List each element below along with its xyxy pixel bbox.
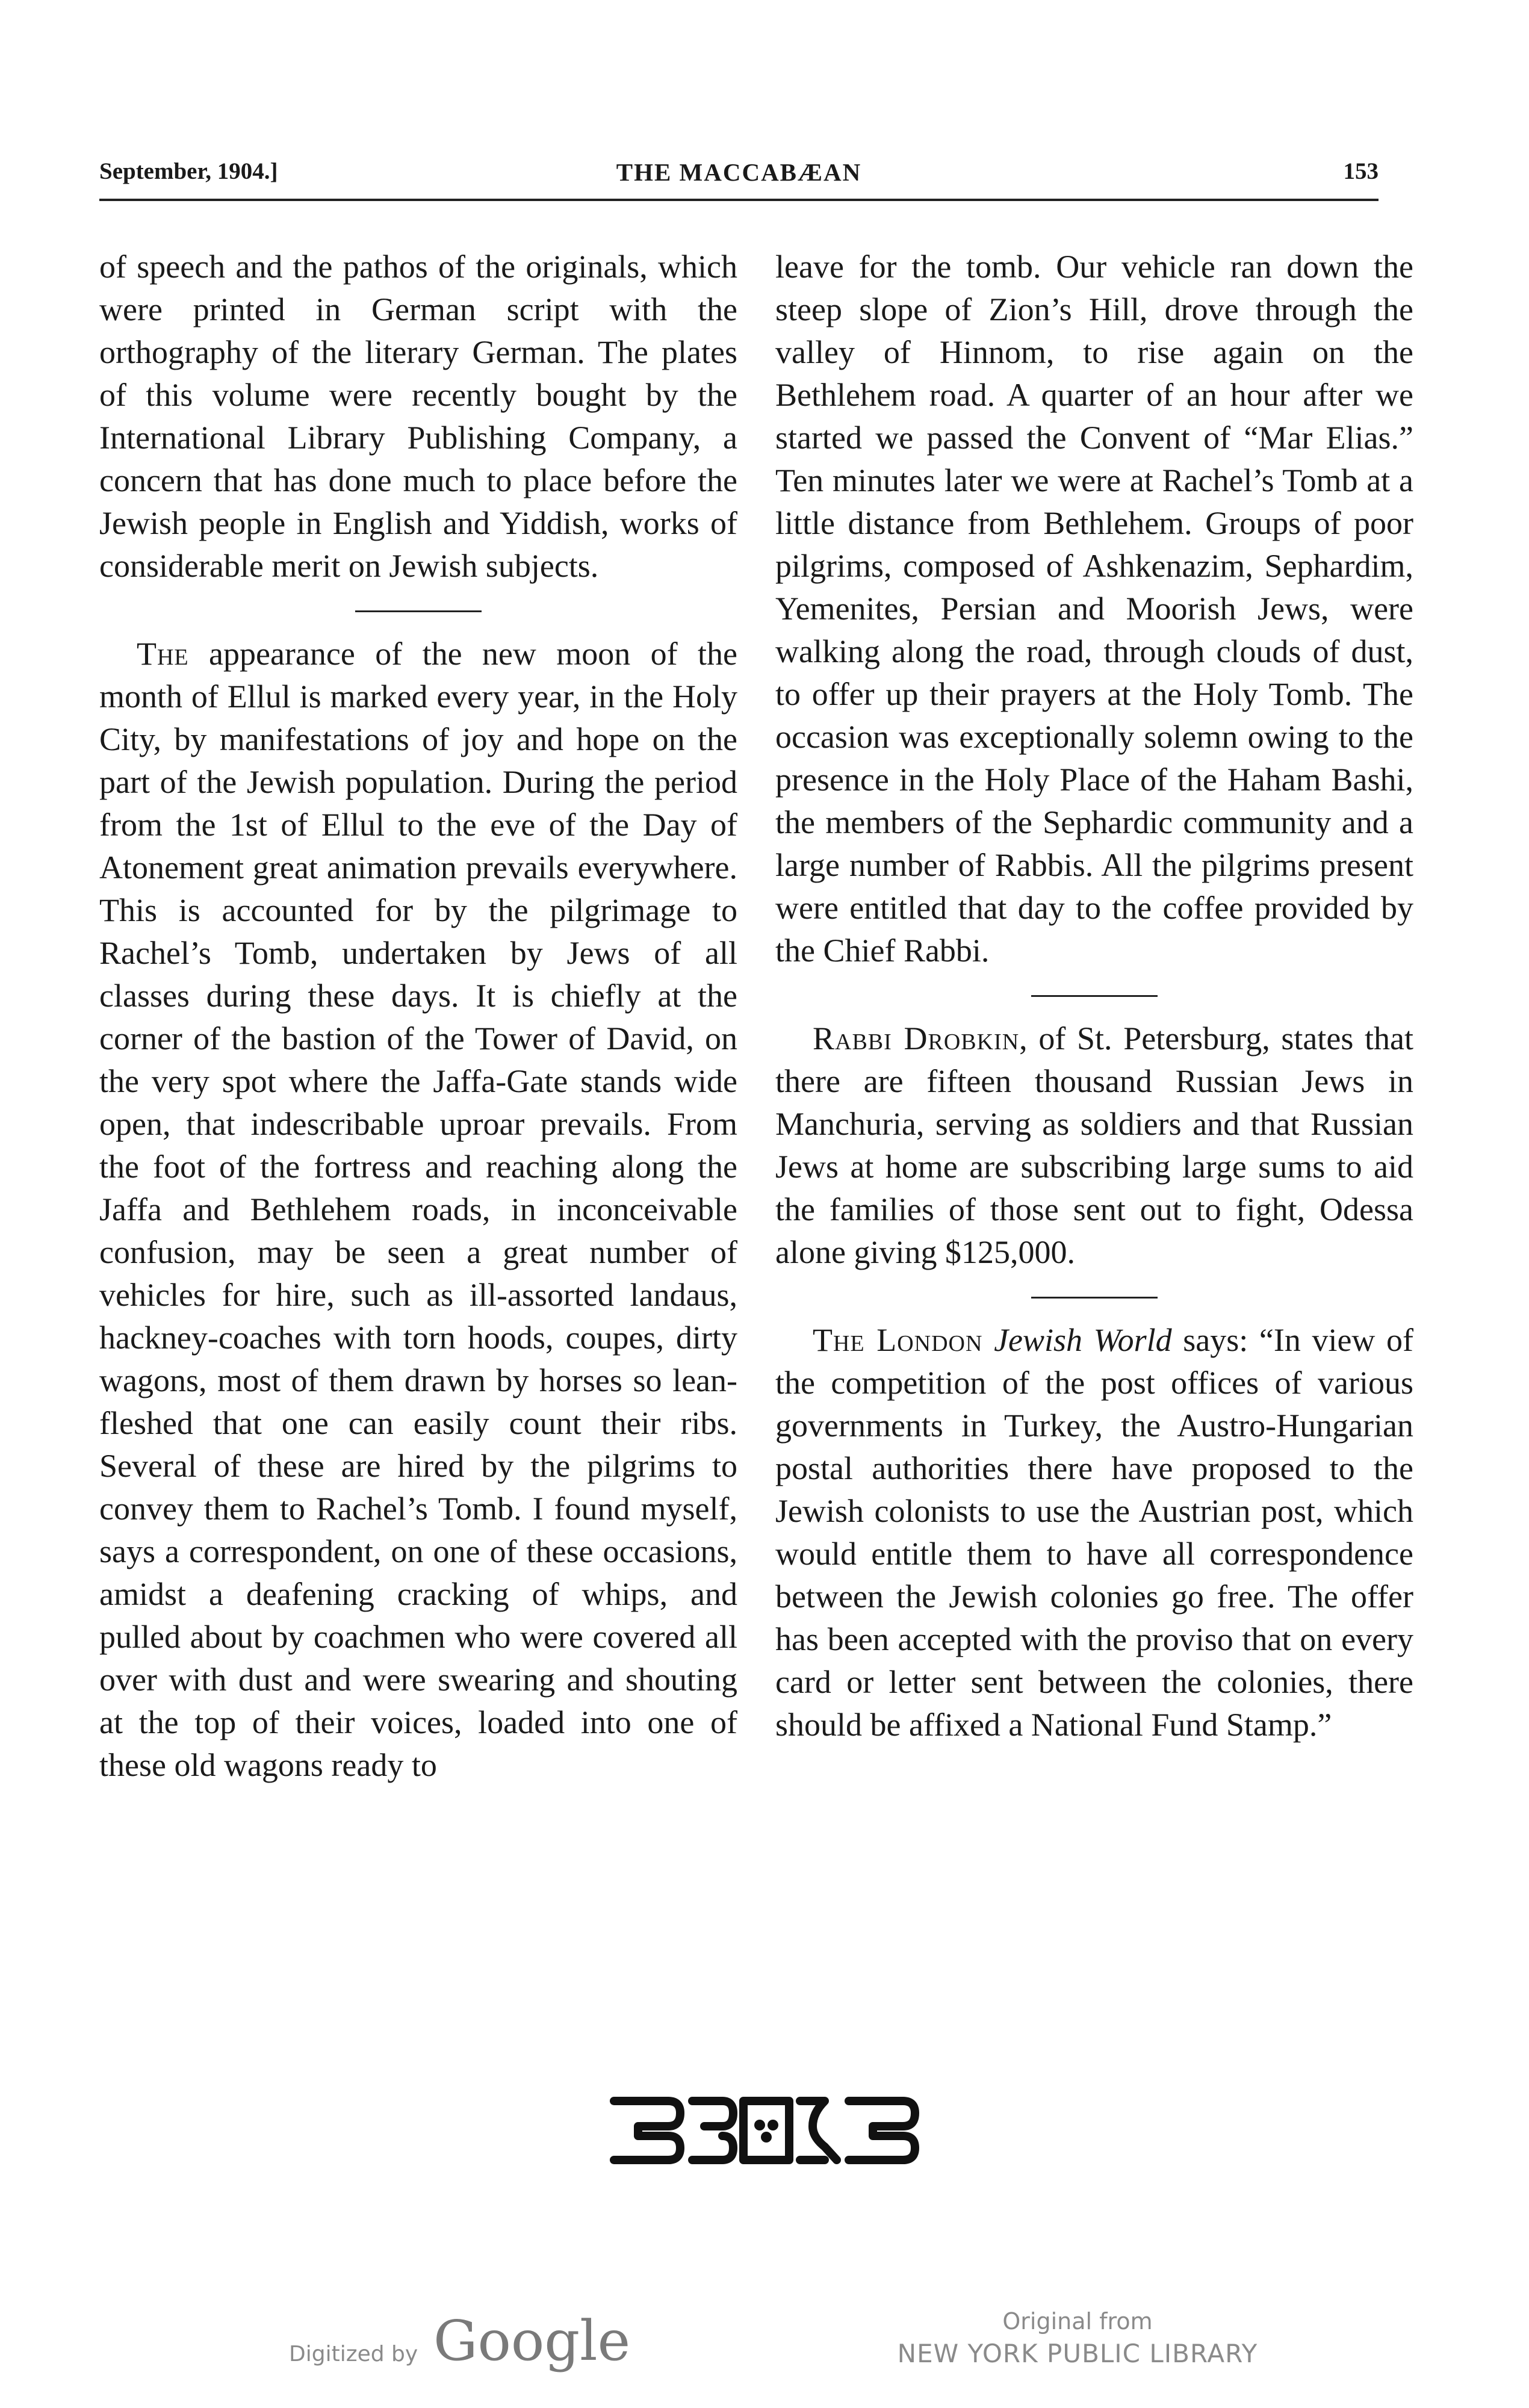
source-library	[861, 2306, 1294, 2378]
page-number: 153	[1343, 158, 1379, 184]
newspaper-name: Jewish World	[994, 1322, 1172, 1358]
header-rule	[99, 199, 1379, 201]
library-name: NEW YORK PUBLIC LIBRARY	[897, 2339, 1258, 2368]
lead-name: Rabbi Drobkin	[813, 1020, 1020, 1057]
left-column	[99, 246, 737, 2022]
journal-title: THE MACCABÆAN	[616, 158, 862, 186]
digitized-by-google	[289, 2309, 631, 2375]
lead-word: The	[137, 636, 189, 672]
paragraph-ellul-text: appearance of the new moon of the month of Ellul is marked every year, in the Holy City, by manifestations of joy and hope on the part of the Jewish population. During the period from the 1st of Ellul to the eve of the Day of Atonement great animation prevails everywhere. This is accounted for by the pilgrimage to Rachel’s Tomb, undertaken by Jews of all classes during these days. It is chiefly at the corner of the bastion of the Tower of David, on the very spot where the Jaffa-Gate stands wide open, that indescribable uproar prevails. From the foot of the fortress and reaching along the Jaffa and Bethlehem roads, in inconceivable confusion, may be seen a great number of vehicles for hire, such as ill-assorted landaus, hackney-coaches with torn hoods, coupes, dirty wagons, most of them drawn by horses so lean-fleshed that one can easily count their ribs. Several of these are hired by the pilgrims to convey them to Rachel’s Tomb. I found myself, says a correspondent, on one of these occasions, amidst a deafening cracking of whips, and pulled about by coachmen who were covered all over with dust and were swearing and shouting at the top of their voices, loaded into one of these old wagons ready to	[99, 636, 737, 1783]
decorative-ornament-icon	[602, 2089, 927, 2167]
section-separator	[355, 610, 482, 612]
paragraph-translations: of speech and the pathos of the originals, which were printed in German script with the orthography of the literary German. The plates of this volume were recently bought by the International Library Publishing Company, a concern that has done much to place before the Jewish people in English and Yiddish, works of considerable merit on Jewish subjects.	[99, 249, 737, 584]
lead-words: The London	[813, 1322, 983, 1358]
paragraph-tomb-journey: leave for the tomb. Our vehicle ran down the steep slope of Zion’s Hill, drove through the valley of Hinnom, to rise again on the Bethlehem road. A quarter of an hour after we started we passed the Convent of “Mar Elias.” Ten minutes later we were at Rachel’s Tomb at a little distance from Bethlehem. Groups of poor pilgrims, composed of Ashkenazim, Sephardim, Yemenites, Persian and Moorish Jews, were walking along the road, through clouds of dust, to offer up their prayers at the Holy Tomb. The occasion was exceptionally solemn owing to the presence in the Holy Place of the Haham Bashi, the members of the Sephardic community and a large number of Rabbis. All the pilgrims present were entitled that day to the coffee provided by the Chief Rabbi.	[775, 249, 1413, 969]
right-column	[775, 246, 1413, 2022]
running-header	[99, 158, 1379, 194]
paragraph-drobkin	[775, 1017, 1413, 1274]
paragraph-ellul	[99, 633, 737, 1787]
paragraph-drobkin-text: , of St. Petersburg, states that there are fifteen thousand Russian Jews in Manchuria, serving as soldiers and that Russian Jews at home are subscribing large sums to aid the families of those sent out to fight, Odessa alone giving $125,000.	[775, 1020, 1413, 1270]
section-separator	[1031, 995, 1158, 997]
original-from-label: Original from	[1002, 2308, 1153, 2335]
digitized-label: Digitized by	[289, 2342, 418, 2366]
header-date: September, 1904.]	[99, 158, 278, 184]
paragraph-jewish-world	[775, 1319, 1413, 1746]
paragraph-jewish-world-text: says: “In view of the competition of the post offices of various governments in Turkey, the Austro-Hungarian postal authorities there have proposed to the Jewish colonists to use the Austrian post, which would entitle them to have all correspondence between the Jewish colonies go free. The offer has been accepted with the proviso that on every card or letter sent between the colonies, there should be affixed a National Fund Stamp.”	[775, 1322, 1413, 1743]
google-logo-text: Google	[433, 2309, 631, 2373]
section-separator	[1031, 1297, 1158, 1299]
